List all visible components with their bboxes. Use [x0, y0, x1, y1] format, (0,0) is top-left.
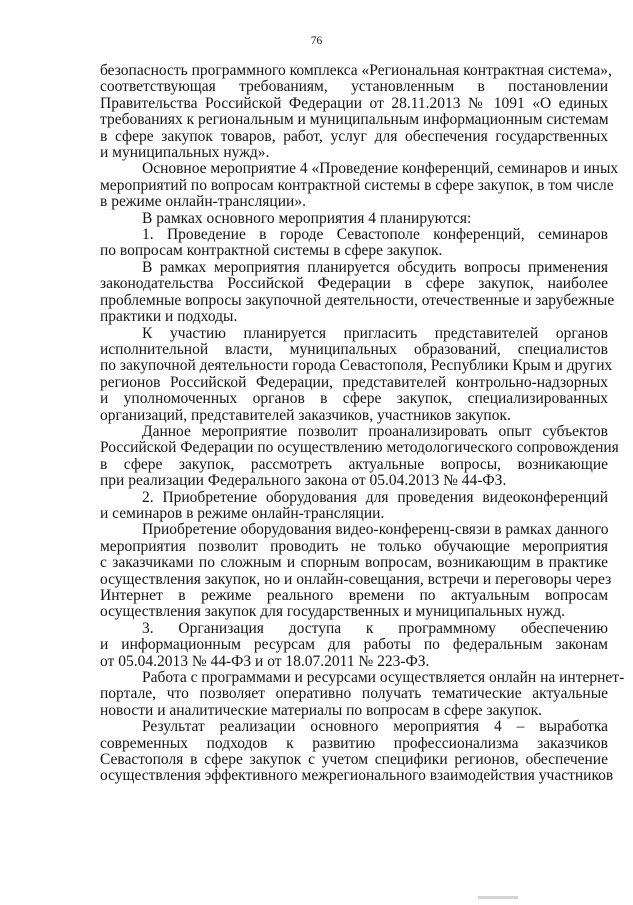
text-line: проблемные вопросы закупочной деятельности, отечественные и зарубежные	[100, 291, 615, 309]
paragraph	[100, 490, 608, 523]
text-line: Основное мероприятие 4 «Проведение конференций, семинаров и иных	[142, 160, 619, 178]
text-line: осуществления закупок, но и онлайн-совещания, встречи и переговоры через	[100, 570, 612, 588]
text-line: современных подходов к развитию профессионализма заказчиков	[100, 734, 608, 752]
text-line: мероприятия позволит проводить не только обучающие мероприятия	[100, 537, 608, 555]
paragraph	[100, 422, 619, 490]
text-line: К участию планируется пригласить представителей органов	[142, 324, 608, 342]
paragraph	[100, 227, 608, 260]
text-line: при реализации Федерального закона от 05.04.2013 № 44-ФЗ.	[100, 472, 507, 490]
text-line: законодательства Российской Федерации в сфере закупок, наиболее	[100, 275, 608, 293]
text-line: в сфере закупок, рассмотреть актуальные вопросы, возникающие	[100, 455, 608, 473]
text-line: портале, что позволяет оперативно получать тематические актуальные	[100, 685, 608, 703]
text-line: и муниципальных нужд».	[100, 144, 270, 162]
text-line: и уполномоченных органов в сфере закупок, специализированных	[100, 390, 608, 408]
text-line: организаций, представителей заказчиков, участников закупок.	[100, 406, 511, 424]
paragraph	[100, 718, 614, 785]
text-line: с заказчиками по сложным и спорным вопросам, возникающим в практике	[100, 554, 608, 572]
text-line: Работа с программами и ресурсами осуществляется онлайн на интернет-	[142, 669, 625, 687]
text-line: новости и аналитические материалы по вопросам в сфере закупок.	[100, 701, 543, 719]
text-line: в режиме онлайн-трансляции».	[100, 193, 306, 211]
paragraph	[100, 521, 612, 621]
text-line: 3. Организация доступа к программному обеспечению	[142, 619, 608, 637]
text-line: мероприятий по вопросам контрактной системы в сфере закупок, в том числе	[100, 176, 614, 194]
document-body	[100, 62, 625, 785]
text-line: 2. Приобретение оборудования для проведения видеоконференций	[142, 488, 608, 506]
text-line: в сфере закупок товаров, работ, услуг для обеспечения государственных	[100, 127, 608, 145]
paragraph	[100, 621, 608, 670]
text-line: соответствующая требованиям, установленным в постановлении	[100, 78, 608, 96]
text-line: Российской Федерации по осуществлению методологического сопровождения	[100, 439, 619, 457]
paragraph	[100, 669, 625, 719]
paragraph	[100, 160, 619, 211]
paragraph	[100, 258, 615, 326]
text-line: В рамках мероприятия планируется обсудить вопросы применения	[142, 258, 608, 276]
text-line: Результат реализации основного мероприятия 4 – выработка	[142, 718, 608, 736]
text-line: 1. Проведение в городе Севастополе конференций, семинаров	[142, 226, 608, 244]
page-number: 76	[310, 35, 323, 47]
text-line: Данное мероприятие позволит проанализировать опыт субъектов	[142, 422, 608, 440]
text-line: требованиях к региональным и муниципальным информационным системам	[100, 111, 609, 129]
text-line: Правительства Российской Федерации от 28.11.2013 № 1091 «О единых	[100, 94, 608, 112]
text-line: Интернет в режиме реального времени по актуальным вопросам	[100, 587, 608, 604]
text-line: и информационным ресурсам для работы по федеральным законам	[100, 636, 608, 654]
text-line: по закупочной деятельности города Севастополя, Республики Крым и других	[100, 357, 613, 375]
text-line: и семинаров в режиме онлайн-трансляции.	[100, 504, 385, 522]
text-line: осуществления закупок для государственных и муниципальных нужд.	[100, 603, 566, 621]
text-line: регионов Российской Федерации, представителей контрольно-надзорных	[100, 373, 608, 391]
text-line: исполнительной власти, муниципальных образований, специалистов	[100, 340, 608, 358]
text-line: Приобретение оборудования видео-конференц-связи в рамках данного	[142, 521, 609, 539]
paragraph	[100, 324, 613, 424]
text-line: практики и подходы.	[100, 308, 238, 326]
text-line: по вопросам контрактной системы в сфере закупок.	[100, 242, 443, 260]
text-line: В рамках основного мероприятия 4 планируются:	[142, 209, 472, 227]
text-line: Севастополя в сфере закупок с учетом специфики регионов, обеспечение	[100, 751, 608, 769]
text-line: безопасность программного комплекса «Региональная контрактная система»,	[100, 62, 612, 79]
paragraph	[100, 211, 608, 227]
text-line: осуществления эффективного межрегионального взаимодействия участников	[100, 767, 614, 785]
text-line: от 05.04.2013 № 44-ФЗ и от 18.07.2011 № 223-ФЗ.	[100, 652, 430, 670]
paragraph	[100, 62, 612, 162]
scan-artifact	[478, 896, 518, 899]
